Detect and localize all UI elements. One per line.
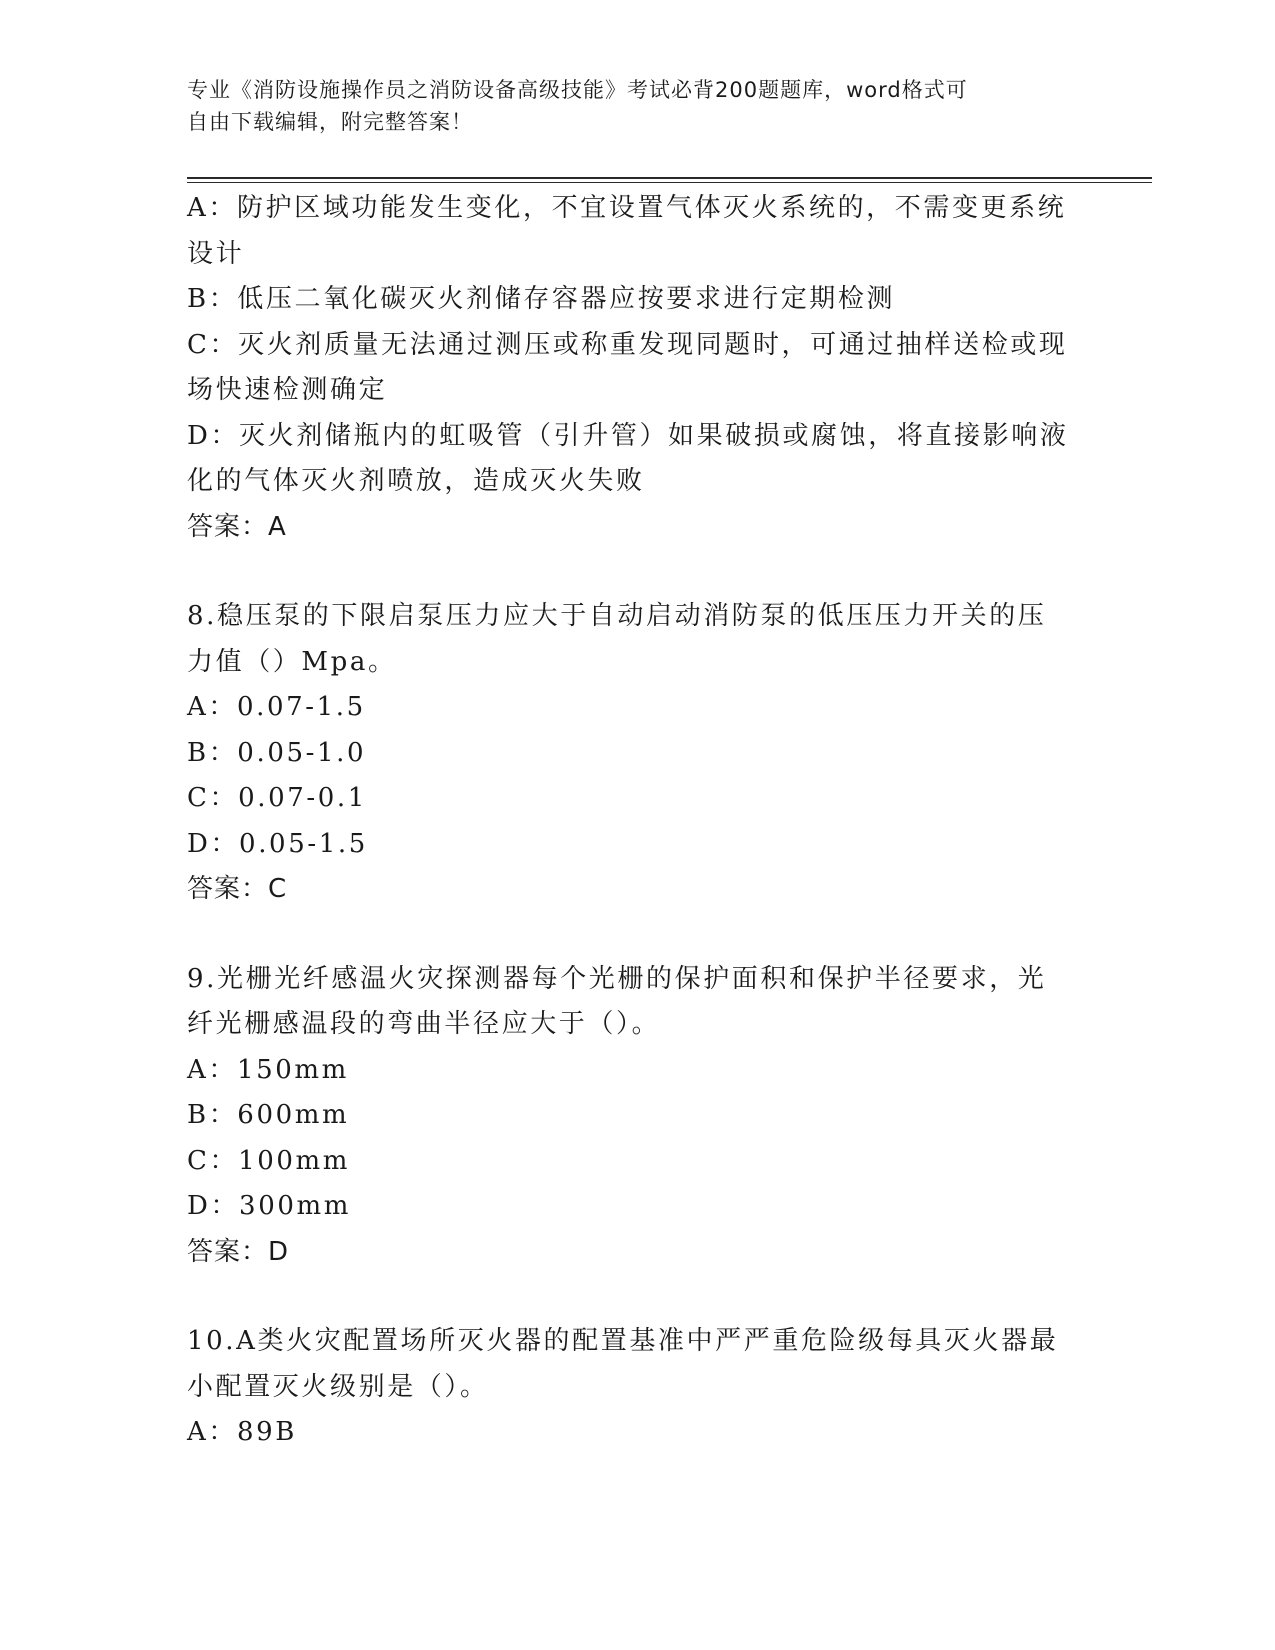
q9-question-line2: 纤光栅感温段的弯曲半径应大于（）。 — [187, 1009, 661, 1039]
q10-question-line1: 10.A类火灾配置场所灭火器的配置基准中严严重危险级每具灭火器最 — [187, 1326, 1059, 1356]
q9-question-line1: 9.光栅光纤感温火灾探测器每个光栅的保护面积和保护半径要求，光 — [187, 963, 1047, 994]
question-spacer — [187, 550, 1087, 594]
q7-option-c-line1: C：灭火剂质量无法通过测压或称重发现同题时，可通过抽样送检或现 — [187, 329, 1068, 360]
q9-answer: 答案：D — [187, 1236, 290, 1267]
q8-option-a: A：0.07-1.5 — [187, 692, 366, 722]
question-body — [187, 186, 1087, 1456]
header-subtitle-line: 自由下载编辑，附完整答案！ — [187, 110, 473, 134]
q9-option-b: B：600mm — [187, 1100, 350, 1130]
header-divider-thin — [187, 182, 1152, 183]
question-10 — [187, 1319, 1087, 1456]
q8-option-b: B：0.05-1.0 — [187, 737, 367, 768]
q8-option-d: D：0.05-1.5 — [187, 828, 368, 859]
question-8 — [187, 594, 1087, 913]
q7-option-d-line2: 化的气体灭火剂喷放，造成灭火失败 — [187, 466, 645, 496]
question-spacer — [187, 913, 1087, 957]
q7-option-b: B：低压二氧化碳灭火剂储存容器应按要求进行定期检测 — [187, 284, 896, 314]
q8-question-line1: 8.稳压泵的下限启泵压力应大于自动启动消防泵的低压压力开关的压 — [187, 601, 1047, 631]
q7-answer: 答案：A — [187, 511, 287, 542]
question-9 — [187, 957, 1087, 1276]
q7-option-d-line1: D：灭火剂储瓶内的虹吸管（引升管）如果破损或腐蚀，将直接影响液 — [187, 420, 1069, 451]
q9-option-d: D：300mm — [187, 1191, 351, 1221]
question-7 — [187, 186, 1087, 550]
header-divider-thick — [187, 177, 1152, 179]
q8-question-line2: 力值（）Mpa。 — [187, 646, 397, 677]
q8-answer: 答案：C — [187, 874, 288, 904]
question-spacer — [187, 1275, 1087, 1319]
q10-question-line2: 小配置灭火级别是（）。 — [187, 1371, 489, 1402]
q7-option-a-line1: A：防护区域功能发生变化，不宜设置气体灭火系统的，不需变更系统 — [187, 193, 1067, 223]
document-header — [187, 74, 1067, 138]
q7-option-a-line2: 设计 — [187, 238, 245, 269]
q7-option-c-line2: 场快速检测确定 — [187, 375, 388, 405]
q8-option-c: C：0.07-0.1 — [187, 783, 367, 813]
q9-option-a: A：150mm — [187, 1054, 349, 1085]
header-title-line: 专业《消防设施操作员之消防设备高级技能》考试必背200题题库，word格式可 — [187, 78, 968, 102]
q10-option-a: A：89B — [187, 1417, 297, 1447]
q9-option-c: C：100mm — [187, 1145, 351, 1176]
